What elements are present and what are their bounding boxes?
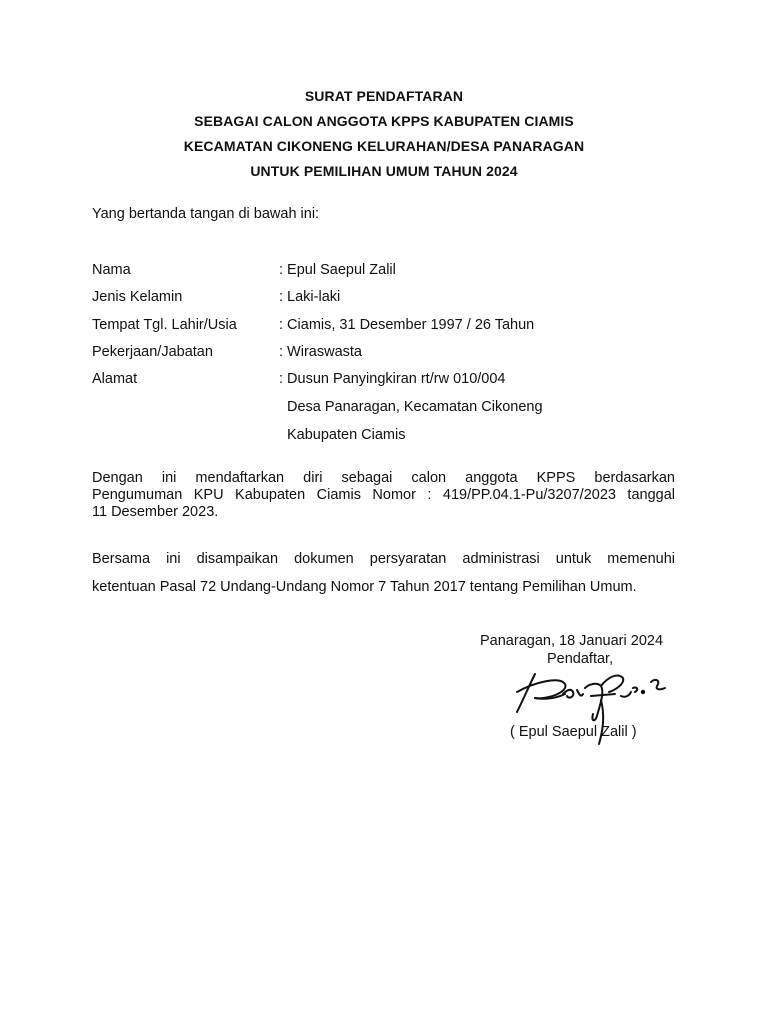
field-value-alamat: : Dusun Panyingkiran rt/rw 010/004 — [279, 371, 506, 387]
document-subtitle-3: UNTUK PEMILIHAN UMUM TAHUN 2024 — [250, 163, 518, 179]
field-value-pekerjaan: : Wiraswasta — [279, 344, 362, 360]
address-line-2: Desa Panaragan, Kecamatan Cikoneng — [287, 399, 543, 415]
paragraph-line: Pengumuman KPU Kabupaten Ciamis Nomor : 419/PP.04.1-Pu/3207/2023 tanggal — [92, 487, 675, 503]
signer-name: ( Epul Saepul Zalil ) — [510, 724, 637, 740]
paragraph-line: Bersama ini disampaikan dokumen persyaratan administrasi untuk memenuhi — [92, 551, 675, 567]
field-value-jenis-kelamin: : Laki-laki — [279, 289, 341, 305]
field-label-alamat: Alamat — [92, 371, 138, 387]
address-line-3: Kabupaten Ciamis — [287, 427, 406, 443]
paragraph-documents — [92, 545, 675, 601]
field-label-jenis-kelamin: Jenis Kelamin — [92, 289, 183, 305]
paragraph-line: ketentuan Pasal 72 Undang-Undang Nomor 7 Tahun 2017 tentang Pemilihan Umum. — [92, 579, 637, 595]
paragraph-line: 11 Desember 2023. — [92, 504, 219, 520]
signer-role: Pendaftar, — [547, 651, 614, 667]
document-subtitle-1: SEBAGAI CALON ANGGOTA KPPS KABUPATEN CIAMIS — [194, 113, 574, 129]
document-title: SURAT PENDAFTARAN — [304, 88, 464, 104]
intro-text: Yang bertanda tangan di bawah ini: — [92, 206, 320, 222]
document-subtitle-2: KECAMATAN CIKONENG KELURAHAN/DESA PANARAGAN — [183, 138, 585, 154]
place-date: Panaragan, 18 Januari 2024 — [480, 633, 664, 649]
field-value-nama: : Epul Saepul Zalil — [279, 262, 396, 278]
field-label-pekerjaan: Pekerjaan/Jabatan — [92, 344, 213, 360]
field-label-nama: Nama — [92, 262, 131, 278]
paragraph-registration — [92, 470, 675, 521]
field-value-ttl: : Ciamis, 31 Desember 1997 / 26 Tahun — [279, 317, 535, 333]
field-label-ttl: Tempat Tgl. Lahir/Usia — [92, 317, 237, 333]
paragraph-line: Dengan ini mendaftarkan diri sebagai calon anggota KPPS berdasarkan — [92, 470, 675, 486]
